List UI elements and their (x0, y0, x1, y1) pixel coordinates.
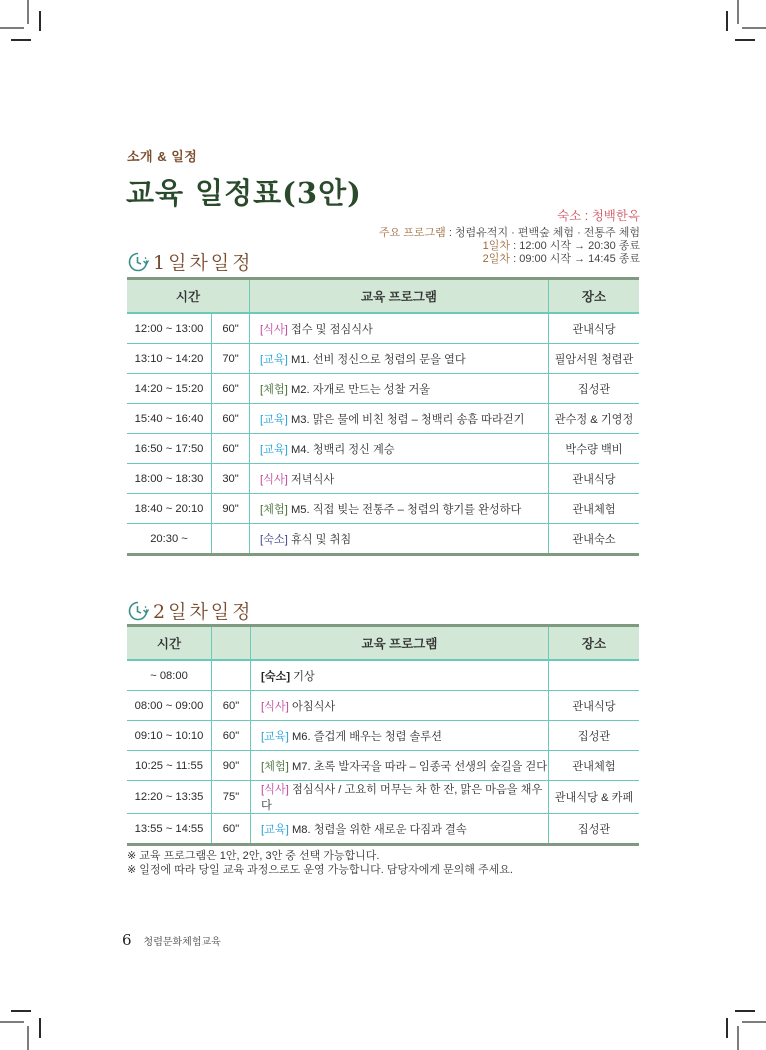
program-cell (251, 781, 549, 814)
time-cell: 08:00 ~ 09:00 (127, 691, 212, 721)
day2-time-info: 2일차 : 09:00 시작 → 14:45 종료 (482, 253, 640, 265)
program-cell (251, 814, 549, 845)
category-tag: [체험] (260, 383, 288, 396)
program-cell (250, 344, 549, 374)
table-row (127, 374, 639, 404)
category-tag: [교육] (260, 443, 288, 456)
crop-mark (737, 1026, 739, 1050)
day1-schedule-table (127, 277, 639, 556)
program-text: M3. 맑은 물에 비친 청렴 – 청백리 송흠 따라걷기 (287, 413, 525, 426)
program-text: M2. 자개로 만드는 성찰 거울 (287, 383, 431, 396)
time-cell: 14:20 ~ 15:20 (127, 374, 212, 404)
duration-cell: 60" (212, 814, 251, 845)
category-tag: [체험] (261, 760, 289, 773)
col-header-program: 교육 프로그램 (251, 626, 549, 661)
table-row (127, 344, 639, 374)
place-cell: 필암서원 청렴관 (549, 344, 640, 374)
crop-mark (39, 1018, 41, 1038)
crop-mark (0, 27, 24, 29)
place-cell: 관내식당 & 카페 (549, 781, 640, 814)
category-tag: [숙소] (260, 533, 288, 546)
duration-cell: 90" (212, 751, 251, 781)
duration-cell: 90" (212, 494, 250, 524)
duration-cell: 60" (212, 404, 250, 434)
place-cell: 관내체험 (549, 494, 640, 524)
place-cell: 관내식당 (549, 691, 640, 721)
time-cell: 09:10 ~ 10:10 (127, 721, 212, 751)
crop-mark (737, 0, 739, 24)
col-header-duration (212, 626, 251, 661)
duration-cell: 60" (212, 434, 250, 464)
time-cell: 12:20 ~ 13:35 (127, 781, 212, 814)
duration-cell: 60" (212, 691, 251, 721)
program-cell (250, 494, 549, 524)
crop-mark (742, 27, 766, 29)
category-tag: [교육] (261, 730, 289, 743)
program-text: M5. 직접 빚는 전통주 – 청렴의 향기를 완성하다 (287, 503, 522, 516)
page-footer (122, 931, 221, 949)
table-row (127, 313, 639, 344)
table-row (127, 404, 639, 434)
category-tag: [식사] (261, 784, 289, 796)
time-cell: 18:00 ~ 18:30 (127, 464, 212, 494)
table-row (127, 721, 639, 751)
place-cell: 관내식당 (549, 464, 640, 494)
col-header-time: 시간 (127, 626, 212, 661)
program-text: M7. 초록 발자국을 따라 – 임종국 선생의 숲길을 걷다 (288, 760, 548, 773)
time-cell: 20:30 ~ (127, 524, 212, 555)
program-text: 저녁식사 (287, 473, 335, 486)
footnote: ※ 일정에 따라 당일 교육 과정으로도 운영 가능합니다. 담당자에게 문의해 주세요. (127, 864, 513, 876)
duration-cell: 70" (212, 344, 250, 374)
category-tag: [교육] (261, 823, 289, 836)
place-cell: 관수정 & 기영정 (549, 404, 640, 434)
place-cell: 집성관 (549, 374, 640, 404)
crop-mark (27, 0, 29, 24)
place-cell: 집성관 (549, 814, 640, 845)
program-text: 기상 (290, 670, 315, 683)
duration-cell (212, 524, 250, 555)
table-header-row (127, 626, 639, 661)
place-cell: 관내식당 (549, 313, 640, 344)
col-header-program: 교육 프로그램 (250, 279, 549, 314)
program-text: M4. 청백리 정신 계승 (287, 443, 395, 456)
program-text: 휴식 및 취침 (287, 533, 352, 546)
program-cell (251, 691, 549, 721)
program-text: 아침식사 (288, 700, 336, 713)
table-row (127, 814, 639, 845)
publication-name: 청렴문화체험교육 (143, 937, 221, 948)
lodging-info: 숙소 : 청백한옥 (557, 209, 640, 223)
time-cell: 18:40 ~ 20:10 (127, 494, 212, 524)
program-text: 점심식사 / 고요히 머무는 차 한 잔, 맑은 마음을 채우다 (261, 784, 543, 812)
duration-cell: 75" (212, 781, 251, 814)
time-cell: 13:10 ~ 14:20 (127, 344, 212, 374)
clock-icon (127, 600, 149, 622)
table-row (127, 434, 639, 464)
table-row (127, 751, 639, 781)
program-text: 접수 및 점심식사 (287, 323, 373, 336)
category-tag: [교육] (260, 353, 288, 366)
category-tag: [식사] (261, 700, 289, 713)
program-cell (251, 660, 549, 691)
footnotes (127, 849, 513, 877)
day2-schedule-table (127, 624, 639, 846)
time-cell: 13:55 ~ 14:55 (127, 814, 212, 845)
duration-cell (212, 660, 251, 691)
crop-mark (39, 11, 41, 31)
table-row (127, 660, 639, 691)
place-cell (549, 660, 640, 691)
crop-mark (726, 11, 728, 31)
duration-cell: 60" (212, 374, 250, 404)
day2-heading: 2일차일정 (127, 597, 254, 624)
category-tag: [숙소] (261, 670, 291, 683)
program-cell (250, 524, 549, 555)
duration-cell: 60" (212, 313, 250, 344)
crop-mark (0, 1021, 24, 1023)
program-cell (250, 464, 549, 494)
duration-cell: 60" (212, 721, 251, 751)
table-row (127, 691, 639, 721)
place-cell: 관내숙소 (549, 524, 640, 555)
crop-mark (726, 1018, 728, 1038)
day1-heading: 1일차일정 (127, 248, 254, 275)
time-cell: ~ 08:00 (127, 660, 212, 691)
place-cell: 박수량 백비 (549, 434, 640, 464)
day1-time-info: 1일차 : 12:00 시작 → 20:30 종료 (482, 240, 640, 252)
category-tag: [식사] (260, 323, 288, 336)
place-cell: 집성관 (549, 721, 640, 751)
program-cell (250, 313, 549, 344)
table-row (127, 781, 639, 814)
place-cell: 관내체험 (549, 751, 640, 781)
program-cell (250, 404, 549, 434)
table-row (127, 494, 639, 524)
category-tag: [교육] (260, 413, 288, 426)
category-tag: [체험] (260, 503, 288, 516)
page-title: 교육 일정표(3안) (126, 176, 362, 210)
crop-mark (742, 1021, 766, 1023)
program-cell (251, 751, 549, 781)
section-label: 소개 & 일정 (127, 149, 198, 164)
crop-mark (735, 39, 755, 41)
program-text: M8. 청렴을 위한 새로운 다짐과 결속 (288, 823, 467, 836)
program-text: M6. 즐겁게 배우는 청렴 솔루션 (288, 730, 442, 743)
program-cell (250, 434, 549, 464)
time-cell: 16:50 ~ 17:50 (127, 434, 212, 464)
footnote: ※ 교육 프로그램은 1안, 2안, 3안 중 선택 가능합니다. (127, 850, 380, 862)
col-header-time: 시간 (127, 279, 250, 314)
page-number: 6 (122, 931, 132, 949)
col-header-place: 장소 (549, 279, 640, 314)
category-tag: [식사] (260, 473, 288, 486)
time-cell: 10:25 ~ 11:55 (127, 751, 212, 781)
main-program-info: 주요 프로그램 : 청렴유적지 · 편백숲 체험 · 전통주 체험 (378, 227, 640, 239)
crop-mark (27, 1026, 29, 1050)
program-text: M1. 선비 정신으로 청렴의 문을 열다 (287, 353, 466, 366)
clock-icon (127, 251, 149, 273)
crop-mark (11, 1010, 31, 1012)
time-cell: 15:40 ~ 16:40 (127, 404, 212, 434)
crop-mark (735, 1010, 755, 1012)
table-row (127, 524, 639, 555)
time-cell: 12:00 ~ 13:00 (127, 313, 212, 344)
crop-mark (11, 39, 31, 41)
schedule-info (379, 210, 640, 266)
program-cell (251, 721, 549, 751)
duration-cell: 30" (212, 464, 250, 494)
table-header-row (127, 279, 639, 314)
col-header-place: 장소 (549, 626, 640, 661)
program-cell (250, 374, 549, 404)
table-row (127, 464, 639, 494)
